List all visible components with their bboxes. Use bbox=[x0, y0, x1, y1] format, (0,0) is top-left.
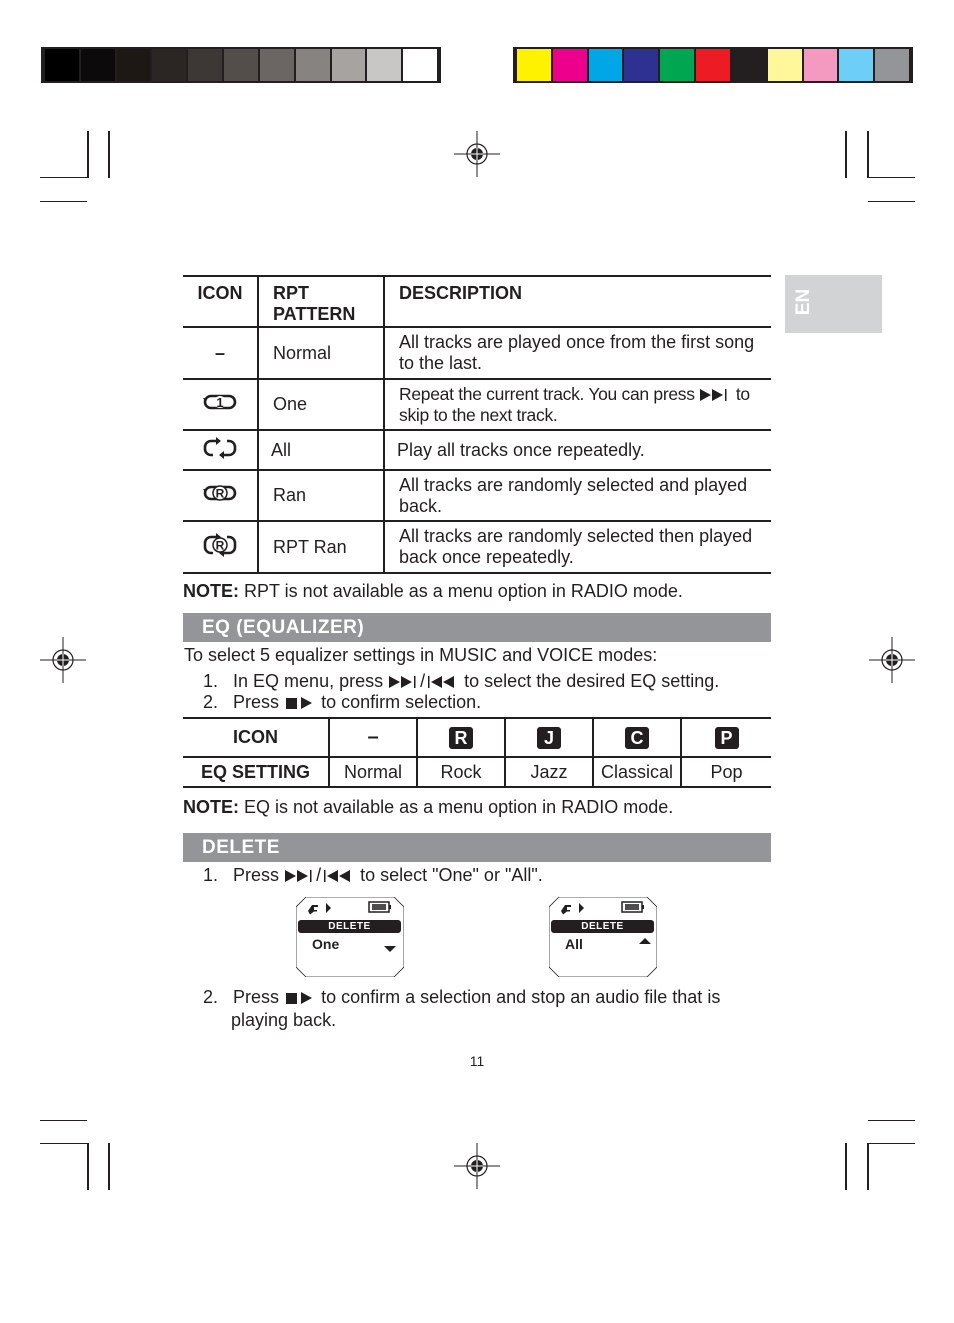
color-swatch bbox=[517, 49, 551, 81]
color-swatch bbox=[589, 49, 623, 81]
crop-mark bbox=[867, 131, 869, 178]
crop-mark bbox=[40, 1143, 88, 1144]
note-rpt: NOTE: RPT is not available as a menu option in RADIO mode. bbox=[183, 581, 683, 601]
repeat-one-icon bbox=[202, 390, 238, 414]
color-swatch bbox=[367, 49, 401, 81]
crop-mark bbox=[868, 1120, 915, 1121]
eq-intro: To select 5 equalizer settings in MUSIC and VOICE modes: bbox=[184, 645, 658, 665]
svg-text:1: 1 bbox=[216, 395, 224, 410]
crop-mark bbox=[867, 177, 915, 178]
crop-mark bbox=[868, 201, 915, 202]
color-swatch bbox=[332, 49, 366, 81]
language-tab-label: EN bbox=[793, 288, 814, 316]
skip-forward-icon bbox=[388, 675, 420, 689]
lcd-value: One bbox=[312, 936, 340, 952]
eq-jazz-icon: J bbox=[537, 727, 561, 749]
color-swatch bbox=[624, 49, 658, 81]
color-swatch bbox=[403, 49, 437, 81]
color-swatch bbox=[696, 49, 730, 81]
random-icon bbox=[202, 481, 238, 505]
crop-mark bbox=[867, 1143, 915, 1144]
eq-rock-icon: R bbox=[449, 727, 473, 749]
table-row bbox=[183, 327, 771, 379]
color-swatch bbox=[732, 49, 766, 81]
skip-forward-icon bbox=[699, 388, 731, 402]
eq-setting-rock: Rock bbox=[417, 757, 505, 787]
color-swatch bbox=[875, 49, 909, 81]
registration-mark-icon bbox=[40, 637, 86, 683]
eq-setting-normal: Normal bbox=[329, 757, 417, 787]
eq-classical-icon: C bbox=[625, 727, 649, 749]
crop-mark bbox=[40, 1120, 87, 1121]
dash-icon: – bbox=[214, 342, 225, 363]
crop-mark bbox=[40, 177, 88, 178]
process-color-bar bbox=[513, 47, 913, 83]
delete-step-2: 2. Press to confirm a selection and stop an audio file that is bbox=[203, 987, 721, 1007]
eq-step-1: 1. In EQ menu, press / to select the desired EQ setting. bbox=[203, 671, 720, 691]
page-number: 11 bbox=[469, 1053, 485, 1069]
color-swatch bbox=[660, 49, 694, 81]
registration-mark-icon bbox=[454, 131, 500, 177]
color-swatch bbox=[768, 49, 802, 81]
pattern-cell: Normal bbox=[258, 327, 384, 379]
description-cell: All tracks are played once from the first song to the last. bbox=[399, 332, 755, 373]
delete-step-1: 1. Press / to select "One" or "All". bbox=[203, 865, 543, 885]
color-swatch bbox=[81, 49, 115, 81]
color-swatch bbox=[553, 49, 587, 81]
skip-back-icon bbox=[321, 869, 355, 883]
eq-settings-table bbox=[183, 717, 771, 788]
delete-section-header: DELETE bbox=[183, 833, 771, 862]
lcd-display-all bbox=[549, 897, 657, 977]
registration-mark-icon bbox=[454, 1143, 500, 1189]
color-swatch bbox=[224, 49, 258, 81]
delete-step-2-cont: playing back. bbox=[231, 1010, 337, 1030]
table-row bbox=[183, 470, 771, 521]
eq-setting-pop: Pop bbox=[710, 761, 743, 782]
eq-step-2: 2. Press to confirm selection. bbox=[203, 692, 482, 712]
header-description: DESCRIPTION bbox=[399, 283, 523, 303]
crop-mark bbox=[108, 1143, 110, 1190]
grayscale-color-bar bbox=[41, 47, 441, 83]
color-swatch bbox=[45, 49, 79, 81]
header-icon: ICON bbox=[183, 276, 258, 327]
crop-mark bbox=[87, 1143, 89, 1190]
eq-setting-label: EQ SETTING bbox=[183, 757, 329, 787]
crop-mark bbox=[845, 131, 847, 178]
eq-setting-row bbox=[183, 757, 771, 787]
eq-section-header: EQ (EQUALIZER) bbox=[183, 613, 771, 642]
repeat-random-icon bbox=[202, 532, 238, 558]
eq-setting-jazz: Jazz bbox=[505, 757, 593, 787]
crop-mark bbox=[867, 1143, 869, 1190]
color-swatch bbox=[804, 49, 838, 81]
pattern-cell: One bbox=[258, 379, 384, 430]
eq-icon-label: ICON bbox=[183, 718, 329, 757]
lcd-header: DELETE bbox=[328, 921, 371, 932]
color-swatch bbox=[188, 49, 222, 81]
note-eq: NOTE: EQ is not available as a menu option in RADIO mode. bbox=[183, 797, 674, 817]
svg-text:R: R bbox=[215, 538, 225, 552]
lcd-value: All bbox=[565, 936, 583, 952]
table-row bbox=[183, 430, 771, 470]
eq-normal-icon: – bbox=[367, 726, 379, 748]
pattern-cell: All bbox=[258, 430, 384, 470]
description-cell: Repeat the current track. You can press to skip to the next track. bbox=[399, 383, 750, 425]
pattern-cell: Ran bbox=[258, 470, 384, 521]
repeat-all-icon bbox=[202, 436, 238, 460]
skip-back-icon bbox=[425, 675, 459, 689]
color-swatch bbox=[296, 49, 330, 81]
table-row bbox=[183, 379, 771, 430]
repeat-pattern-table bbox=[183, 275, 771, 574]
lcd-display-one bbox=[296, 897, 404, 977]
header-rpt-pattern: RPT PATTERN bbox=[258, 276, 384, 327]
stop-play-icon bbox=[284, 991, 316, 1005]
pattern-cell: RPT Ran bbox=[258, 521, 384, 573]
color-swatch bbox=[117, 49, 151, 81]
eq-pop-icon: P bbox=[715, 727, 739, 749]
color-swatch bbox=[260, 49, 294, 81]
registration-mark-icon bbox=[869, 637, 915, 683]
description-cell: All tracks are randomly selected and played back. bbox=[399, 474, 748, 516]
description-cell: All tracks are randomly selected then played back once repeatedly. bbox=[399, 526, 753, 567]
color-swatch bbox=[152, 49, 186, 81]
crop-mark bbox=[845, 1143, 847, 1190]
eq-setting-classical: Classical bbox=[593, 757, 681, 787]
crop-mark bbox=[87, 131, 89, 178]
language-tab bbox=[785, 275, 882, 333]
lcd-header: DELETE bbox=[581, 921, 624, 932]
table-row bbox=[183, 521, 771, 573]
skip-forward-icon bbox=[284, 869, 316, 883]
stop-play-icon bbox=[284, 696, 316, 710]
color-swatch bbox=[839, 49, 873, 81]
crop-mark bbox=[40, 201, 87, 202]
svg-text:R: R bbox=[215, 486, 225, 501]
eq-icon-row bbox=[183, 718, 771, 757]
crop-mark bbox=[108, 131, 110, 178]
description-cell: Play all tracks once repeatedly. bbox=[397, 439, 645, 460]
